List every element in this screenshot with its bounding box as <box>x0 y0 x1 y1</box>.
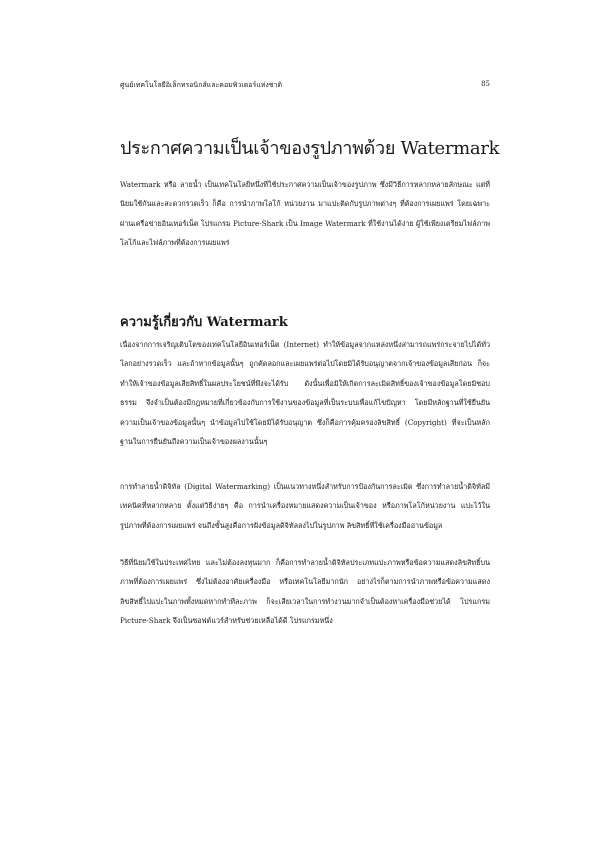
running-header <box>120 80 490 92</box>
body-paragraph-1: เนื่องจากการเจริญเติบโตของเทคโนโลยีอินเทอร์เน็ต (Internet) ทำให้ข้อมูลจากแหล่งหนึ่งสามารถแพร่กระจายไปได้ทั่วโลกอย่างรวดเร็ว และถ้าหากข้อมูลนั้นๆ ถูกคัดลอกและเผยแพร่ต่อไปโดยมิได้รับอนุญาตจากเจ้าของข้อมูลเสียก่อน ก็จะทำให้เจ้าของข้อมูลเสียสิทธิ์ในผลประโยชน์ที่พึงจะได้รับ ดังนั้นเพื่อมิให้เกิดการละเมิดสิทธิ์ของเจ้าของข้อมูลโดยมิชอบธรรม จึงจำเป็นต้องมีกฎหมายที่เกี่ยวข้องกับการใช้งานของข้อมูลที่เป็นระบบเพื่อแก้ไขปัญหา โดยมีหลักฐานที่ใช้ยืนยันความเป็นเจ้าของข้อมูลนั้นๆ นำข้อมูลไปใช้โดยมิได้รับอนุญาต ซึ่งก็คือการคุ้มครองลิขสิทธิ์ (Copyright) ที่จะเป็นหลักฐานในการยืนยันถึงความเป็นเจ้าของผลงานนั้นๆ <box>120 340 490 447</box>
page-title: ประกาศความเป็นเจ้าของรูปภาพด้วย Watermark <box>120 138 500 159</box>
body-paragraph-2: การทำลายน้ำดิจิทัล (Digital Watermarking) เป็นแนวทางหนึ่งสำหรับการป้องกันการละเมิด ซึ่งการทำลายน้ำดิจิทัลมีเทคนิคที่หลากหลาย ตั้งแต่วิธีง่ายๆ คือ การนำเครื่องหมายแสดงความเป็นเจ้าของ หรือภาพโลโก้หน่วยงาน แปะไว้ในรูปภาพที่ต้องการเผยแพร่ จนถึงขั้นสูงคือการฝังข้อมูลดิจิทัลลงไปในรูปภาพ ลิขสิทธิ์ที่ใช้เครื่องมืออ่านข้อมูล <box>120 482 490 530</box>
section-heading: ความรู้เกี่ยวกับ Watermark <box>120 315 288 330</box>
body-paragraph-3: วิธีที่นิยมใช้ในประเทศไทย และไม่ต้องลงทุนมาก ก็คือการทำลายน้ำดิจิทัลประเภทแปะภาพหรือข้อความแสดงลิขสิทธิ์บนภาพที่ต้องการเผยแพร่ ซึ่งไม่ต้องอาศัยเครื่องมือ หรือเทคโนโลยีมากนัก อย่างไรก็ตามการนำภาพหรือข้อความแสดงลิขสิทธิ์ไปแปะในภาพทั้งหมดหากทำทีละภาพ ก็จะเสียเวลาในการทำงานมากจำเป็นต้องหาเครื่องมือช่วยได้ โปรแกรม Picture-Shark จึงเป็นซอฟต์แวร์สำหรับช่วยเหลือได้ดี โปรแกรมหนึ่ง <box>120 558 490 626</box>
running-header-title: ศูนย์เทคโนโลยีอิเล็กทรอนิกส์และคอมพิวเตอร์แห่งชาติ <box>120 81 282 89</box>
intro-paragraph: Watermark หรือ ลายน้ำ เป็นเทคโนโลยีหนึ่งที่ใช้ประกาศความเป็นเจ้าของรูปภาพ ซึ่งมีวิธีการหลากหลายลักษณะ แต่ที่นิยมใช้กันและสะดวกรวดเร็ว ก็คือ การนำภาพโลโก้ หน่วยงาน มาแปะติดกับรูปภาพต่างๆ ที่ต้องการเผยแพร่ โดยเฉพาะผ่านเครือข่ายอินเทอร์เน็ต โปรแกรม Picture-Shark เป็น Image Watermark ที่ใช้งานได้ง่าย ผู้ใช้เพียงเตรียมไฟล์ภาพโลโก้และไฟล์ภาพที่ต้องการเผยแพร่ <box>120 180 490 248</box>
page-number: 85 <box>481 80 490 88</box>
